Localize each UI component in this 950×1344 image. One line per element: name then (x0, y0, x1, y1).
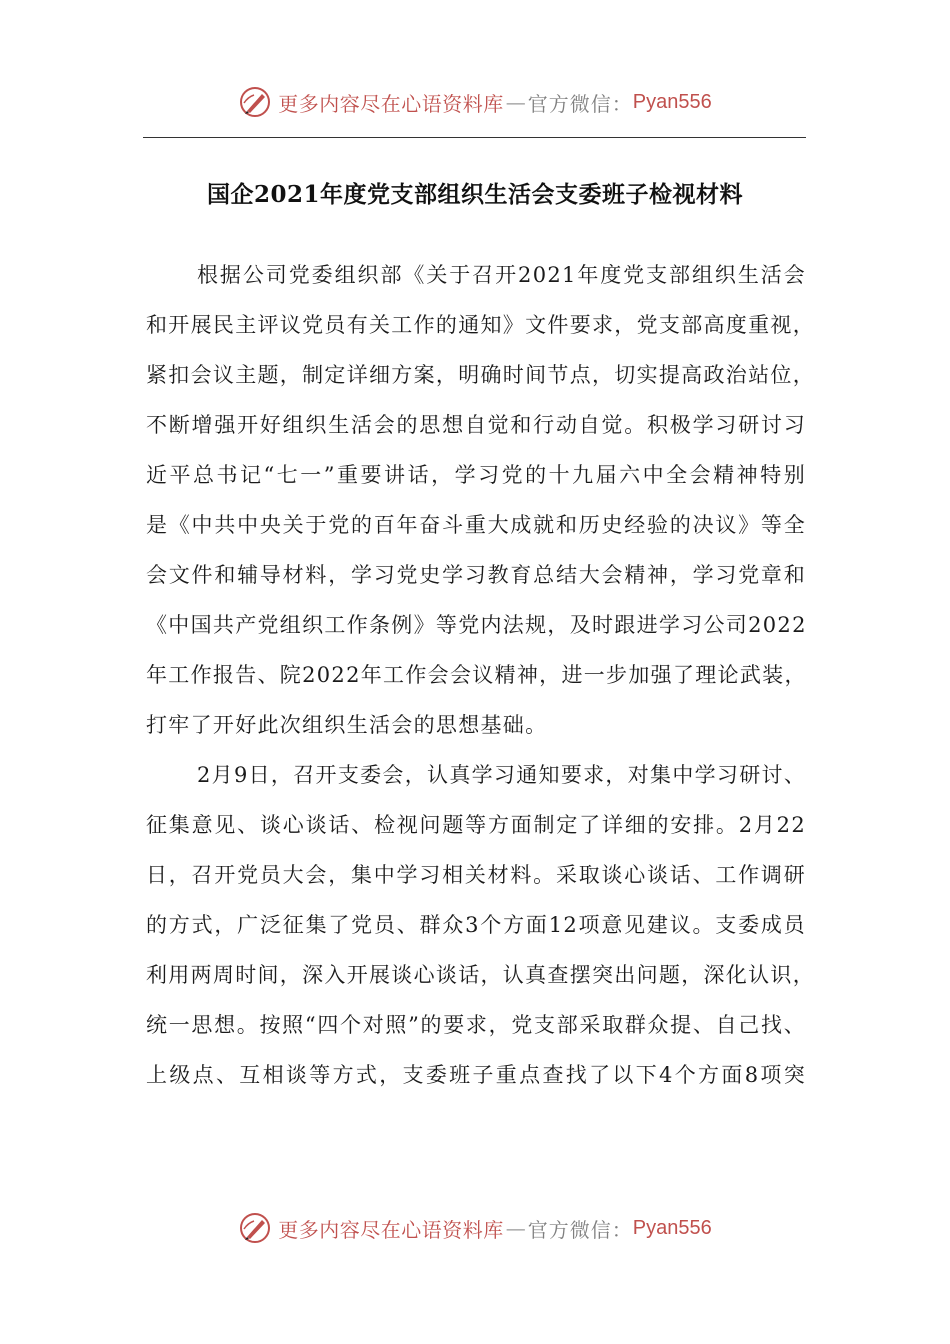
body-line: 近平总书记“七一”重要讲话，学习党的十九届六中全会精神特别 (146, 463, 806, 487)
body-line: 打牢了开好此次组织生活会的思想基础。 (146, 713, 548, 737)
header-banner (0, 82, 950, 122)
footer-banner (0, 1208, 950, 1248)
body-line: 2月9日，召开支委会，认真学习通知要求，对集中学习研讨、 (197, 763, 807, 787)
body-line: 日，召开党员大会，集中学习相关材料。采取谈心谈话、工作调研 (146, 863, 806, 887)
body-line: 统一思想。按照“四个对照”的要求，党支部采取群众提、自己找、 (146, 1013, 806, 1037)
body-line: 和开展民主评议党员有关工作的通知》文件要求，党支部高度重视， (146, 313, 815, 337)
header-separator: — (505, 90, 526, 114)
quill-logo-icon (238, 1211, 272, 1245)
header-wechat-id: Pyan556 (632, 90, 712, 113)
body-line: 的方式，广泛征集了党员、群众3个方面12项意见建议。支委成员 (146, 913, 806, 937)
document-body (146, 250, 815, 1100)
footer-separator: — (505, 1216, 526, 1240)
header-brand-text: 更多内容尽在心语资料库 (278, 91, 504, 116)
header-divider (143, 137, 806, 138)
footer-wechat-id: Pyan556 (632, 1216, 712, 1239)
footer-official-label: 官方微信： (527, 1217, 633, 1242)
body-line: 利用两周时间，深入开展谈心谈话，认真查摆突出问题，深化认识， (146, 963, 815, 987)
body-line: 征集意见、谈心谈话、检视问题等方面制定了详细的安排。2月22 (146, 813, 806, 837)
body-line: 年工作报告、院2022年工作会会议精神，进一步加强了理论武装， (146, 663, 807, 687)
body-line: 不断增强开好组织生活会的思想自觉和行动自觉。积极学习研讨习 (146, 413, 806, 437)
body-line: 是《中共中央关于党的百年奋斗重大成就和历史经验的决议》等全 (146, 513, 806, 537)
header-official-label: 官方微信： (527, 91, 633, 116)
quill-logo-icon (238, 85, 272, 119)
footer-brand-text: 更多内容尽在心语资料库 (278, 1217, 504, 1242)
body-line: 会文件和辅导材料，学习党史学习教育总结大会精神，学习党章和 (146, 563, 806, 587)
body-line: 《中国共产党组织工作条例》等党内法规，及时跟进学习公司2022 (146, 613, 807, 637)
body-line: 上级点、互相谈等方式，支委班子重点查找了以下4个方面8项突 (146, 1063, 806, 1087)
body-line: 紧扣会议主题，制定详细方案，明确时间节点，切实提高政治站位， (146, 363, 815, 387)
body-line: 根据公司党委组织部《关于召开2021年度党支部组织生活会 (197, 263, 806, 287)
document-title: 国企2021年度党支部组织生活会支委班子检视材料 (206, 181, 743, 208)
